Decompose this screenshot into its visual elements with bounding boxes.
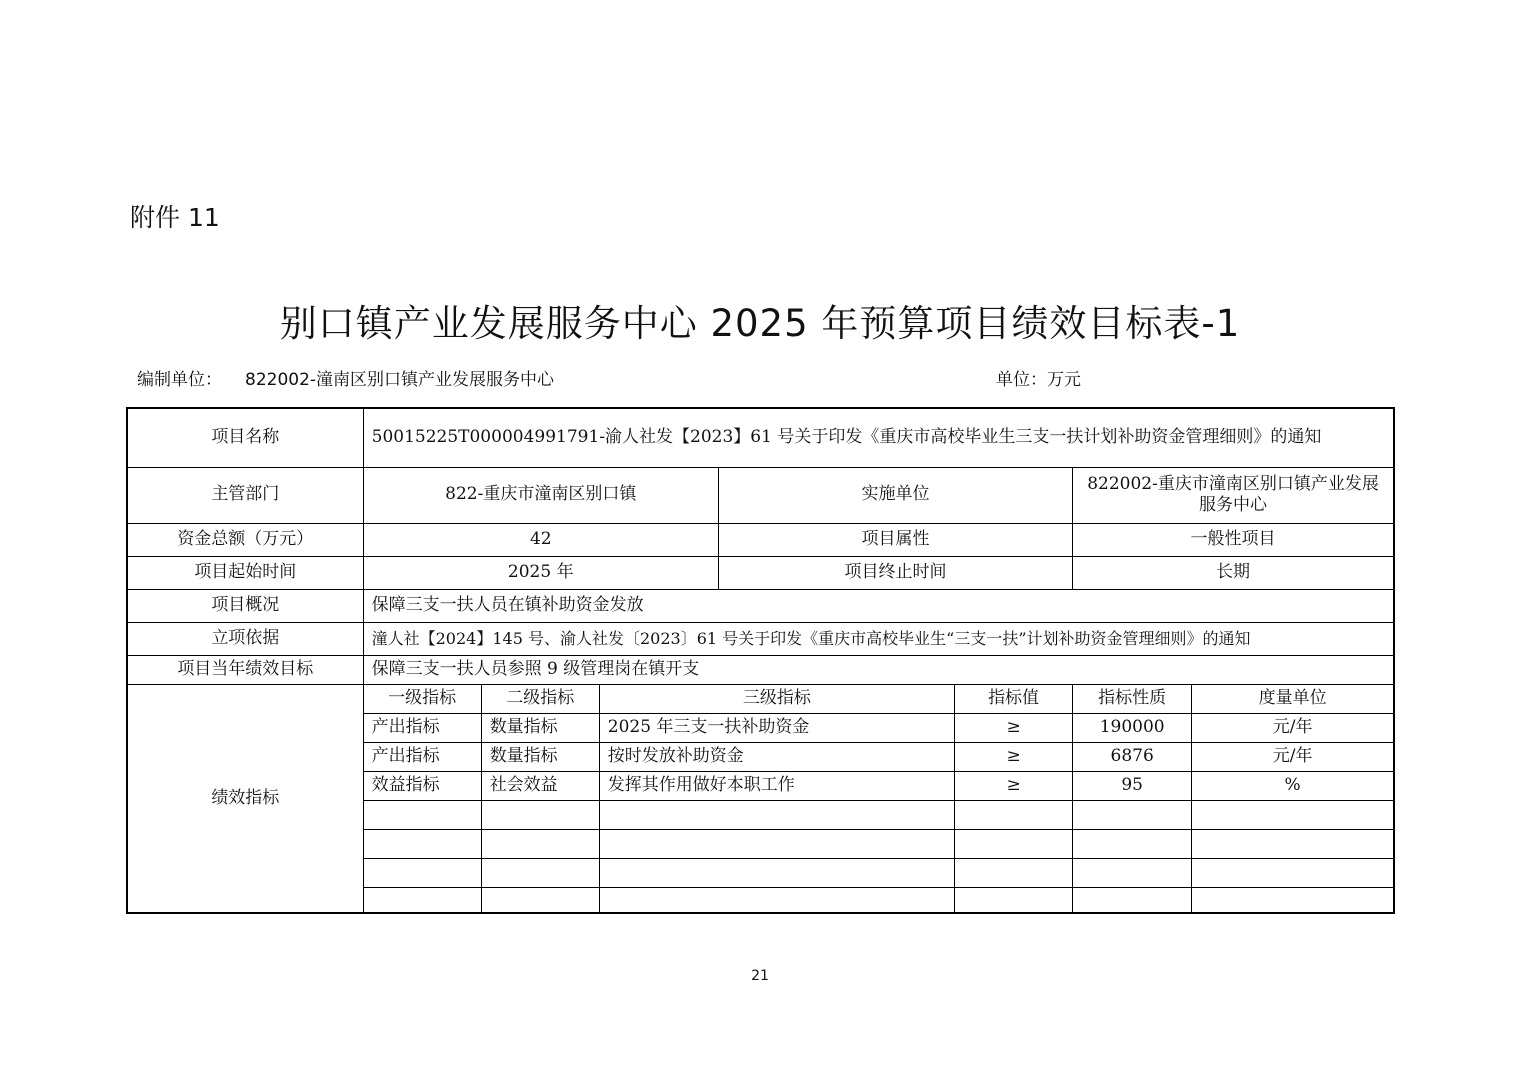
empty-cell — [363, 858, 481, 887]
end-label: 项目终止时间 — [718, 556, 1072, 589]
basis-label: 立项依据 — [127, 622, 363, 655]
attachment-label: 附件 11 — [130, 203, 220, 232]
start-label: 项目起始时间 — [127, 556, 363, 589]
attr-label: 项目属性 — [718, 523, 1072, 556]
cell-unit: 元/年 — [1192, 742, 1394, 771]
empty-cell — [1073, 858, 1192, 887]
cell-nature: 6876 — [1073, 742, 1192, 771]
header-level1: 一级指标 — [363, 684, 481, 713]
header-nature: 指标性质 — [1073, 684, 1192, 713]
overview-value: 保障三支一扶人员在镇补助资金发放 — [363, 589, 1394, 622]
cell-level3: 2025 年三支一扶补助资金 — [599, 713, 954, 742]
empty-cell — [363, 829, 481, 858]
empty-cell — [599, 858, 954, 887]
goal-value: 保障三支一扶人员参照 9 级管理岗在镇开支 — [363, 655, 1394, 684]
empty-cell — [363, 800, 481, 829]
empty-cell — [955, 800, 1073, 829]
cell-level2: 社会效益 — [481, 771, 599, 800]
empty-cell — [1073, 800, 1192, 829]
basis-value: 潼人社【2024】145 号、渝人社发〔2023〕61 号关于印发《重庆市高校毕业生“三支一扶”计划补助资金管理细则》的通知 — [363, 622, 1394, 655]
empty-cell — [481, 858, 599, 887]
empty-cell — [955, 858, 1073, 887]
cell-unit: % — [1192, 771, 1394, 800]
prepare-unit-label: 编制单位： — [137, 370, 222, 390]
attr-value: 一般性项目 — [1073, 523, 1394, 556]
cell-level3: 发挥其作用做好本职工作 — [599, 771, 954, 800]
impl-value: 822002-重庆市潼南区别口镇产业发展服务中心 — [1073, 467, 1394, 523]
row-department — [127, 467, 1394, 523]
cell-unit: 元/年 — [1192, 713, 1394, 742]
empty-cell — [955, 887, 1073, 913]
empty-cell — [481, 800, 599, 829]
document-title: 别口镇产业发展服务中心 2025 年预算项目绩效目标表-1 — [279, 302, 1241, 345]
empty-cell — [599, 800, 954, 829]
cell-level3: 按时发放补助资金 — [599, 742, 954, 771]
empty-cell — [1192, 858, 1394, 887]
row-goal — [127, 655, 1394, 684]
empty-cell — [363, 887, 481, 913]
cell-level1: 产出指标 — [363, 713, 481, 742]
row-overview — [127, 589, 1394, 622]
empty-cell — [599, 887, 954, 913]
funds-label: 资金总额（万元） — [127, 523, 363, 556]
row-funds — [127, 523, 1394, 556]
cell-level1: 产出指标 — [363, 742, 481, 771]
empty-cell — [1192, 800, 1394, 829]
cell-nature: 95 — [1073, 771, 1192, 800]
empty-cell — [1192, 887, 1394, 913]
impl-label: 实施单位 — [718, 467, 1072, 523]
end-value: 长期 — [1073, 556, 1394, 589]
empty-cell — [955, 829, 1073, 858]
cell-value: ≥ — [955, 713, 1073, 742]
empty-cell — [481, 829, 599, 858]
currency-unit: 单位：万元 — [996, 370, 1081, 390]
performance-table — [126, 407, 1395, 914]
indicator-header-row — [127, 684, 1394, 713]
prepare-unit-value: 822002-潼南区别口镇产业发展服务中心 — [245, 370, 555, 390]
cell-level1: 效益指标 — [363, 771, 481, 800]
empty-cell — [1192, 829, 1394, 858]
start-value: 2025 年 — [363, 556, 718, 589]
cell-level2: 数量指标 — [481, 742, 599, 771]
indicators-section-label: 绩效指标 — [127, 684, 363, 913]
header-level3: 三级指标 — [599, 684, 954, 713]
empty-cell — [599, 829, 954, 858]
project-name-label: 项目名称 — [127, 408, 363, 467]
cell-value: ≥ — [955, 771, 1073, 800]
cell-nature: 190000 — [1073, 713, 1192, 742]
overview-label: 项目概况 — [127, 589, 363, 622]
header-unit: 度量单位 — [1192, 684, 1394, 713]
row-project-name — [127, 408, 1394, 467]
cell-value: ≥ — [955, 742, 1073, 771]
project-name-value: 50015225T000004991791-渝人社发【2023】61 号关于印发《重庆市高校毕业生三支一扶计划补助资金管理细则》的通知 — [363, 408, 1394, 467]
cell-level2: 数量指标 — [481, 713, 599, 742]
header-value: 指标值 — [955, 684, 1073, 713]
empty-cell — [1073, 887, 1192, 913]
goal-label: 项目当年绩效目标 — [127, 655, 363, 684]
row-time — [127, 556, 1394, 589]
dept-label: 主管部门 — [127, 467, 363, 523]
dept-value: 822-重庆市潼南区别口镇 — [363, 467, 718, 523]
empty-cell — [481, 887, 599, 913]
page-number: 21 — [751, 968, 769, 984]
empty-cell — [1073, 829, 1192, 858]
header-level2: 二级指标 — [481, 684, 599, 713]
funds-value: 42 — [363, 523, 718, 556]
row-basis — [127, 622, 1394, 655]
